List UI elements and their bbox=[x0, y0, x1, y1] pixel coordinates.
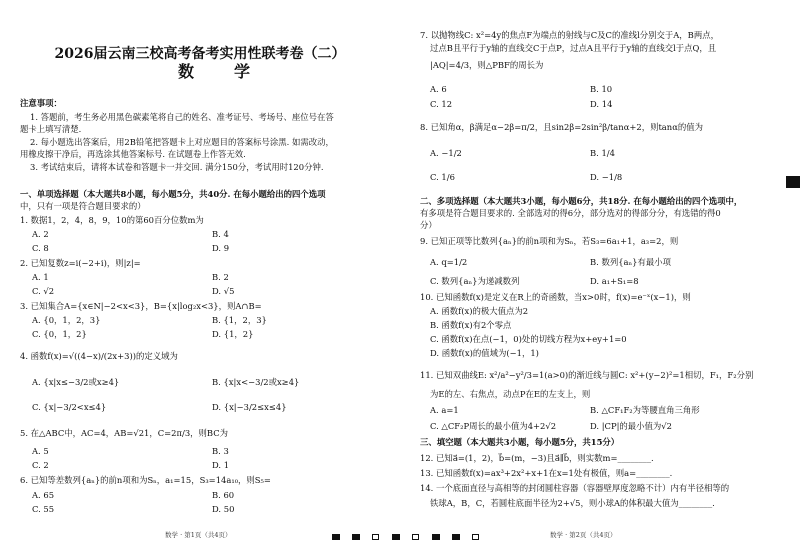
option: A. q=1/2 bbox=[430, 257, 468, 267]
section-heading-fill-blank: 三、填空题（本大题共3小题，每小题5分，共15分） bbox=[420, 437, 620, 447]
option: B. 2 bbox=[212, 272, 229, 282]
option: B. {1，2，3} bbox=[212, 315, 267, 325]
option: B. 函数f(x)有2个零点 bbox=[430, 320, 512, 330]
edge-marker bbox=[786, 176, 800, 188]
option: C. 55 bbox=[32, 504, 55, 514]
question-3: 3. 已知集合A={x∈N|−2<x<3}，B={x|log₂x<3}，则A∩B= bbox=[20, 301, 262, 311]
question-4: 4. 函数f(x)=√((4−x)/(2x+3))的定义域为 bbox=[20, 351, 178, 361]
print-mark bbox=[412, 534, 419, 540]
print-mark bbox=[352, 534, 360, 540]
subject-heading: 数 学 bbox=[178, 62, 263, 81]
option: C. 1/6 bbox=[430, 172, 455, 182]
note-line: 2. 每小题选出答案后，用2B铅笔把答题卡上对应题目的答案标号涂黑. 如需改动， bbox=[30, 137, 334, 147]
option: B. 60 bbox=[212, 490, 235, 500]
question-11: 11. 已知双曲线E: x²/a²−y²/3=1(a>0)的渐近线与圆C: x²+(y−2)²=1相切，F₁，F₂分别 bbox=[420, 370, 754, 380]
option: C. △CF₂P周长的最小值为4+2√2 bbox=[430, 421, 557, 431]
option: B. 3 bbox=[212, 446, 229, 456]
option: D. 14 bbox=[590, 99, 613, 109]
option: B. {x|x<−3/2或x≥4} bbox=[212, 377, 300, 387]
question-7-cont: |AQ|=4/3，则△PBF的周长为 bbox=[430, 60, 544, 70]
question-7-cont: 过点B且平行于y轴的直线交C于点P，过点A且平行于y轴的直线交l于点Q，且 bbox=[430, 43, 717, 53]
option: D. −1/8 bbox=[590, 172, 623, 182]
option: B. △CF₁F₂为等腰直角三角形 bbox=[590, 405, 700, 415]
option: A. 1 bbox=[32, 272, 49, 282]
option: A. a=1 bbox=[430, 405, 459, 415]
question-14: 14. 一个底面直径与高相等的封闭圆柱容器（容器壁厚度忽略不计）内有半径相等的 bbox=[420, 483, 730, 493]
notes-heading: 注意事项： bbox=[20, 98, 62, 108]
option: D. {1，2} bbox=[212, 329, 254, 339]
option: A. 65 bbox=[32, 490, 55, 500]
option: C. 数列{aₙ}为递减数列 bbox=[430, 276, 520, 286]
question-5: 5. 在△ABC中，AC=4，AB=√21，C=2π/3，则BC为 bbox=[20, 428, 229, 438]
option: A. 2 bbox=[32, 229, 49, 239]
option: A. 5 bbox=[32, 446, 49, 456]
question-13: 13. 已知函数f(x)=ax³+2x²+x+1在x=1处有极值，则a=________. bbox=[420, 468, 673, 478]
question-9: 9. 已知正项等比数列{aₙ}的前n项和为Sₙ，若S₃=6a₁+1，a₃=2，则 bbox=[420, 236, 679, 246]
question-10: 10. 已知函数f(x)是定义在R上的奇函数，当x>0时，f(x)=e⁻ˣ(x−1)，则 bbox=[420, 292, 691, 302]
option: B. 10 bbox=[590, 84, 613, 94]
option: C. 12 bbox=[430, 99, 453, 109]
question-6: 6. 已知等差数列{aₙ}的前n项和为Sₙ，a₁=15，S₃=14a₁₀，则S₅= bbox=[20, 475, 271, 485]
question-1: 1. 数据1，2，4，8，9，10的第60百分位数m为 bbox=[20, 215, 204, 225]
option: B. 4 bbox=[212, 229, 229, 239]
option: A. {0，1，2，3} bbox=[32, 315, 101, 325]
print-mark bbox=[372, 534, 379, 540]
page-footer-left: 数学 · 第1页（共4页） bbox=[165, 531, 232, 539]
note-line: 题卡上填写清楚. bbox=[20, 124, 82, 134]
option: D. {x|−3/2≤x≤4} bbox=[212, 402, 287, 412]
question-7: 7. 以抛物线C: x²=4y的焦点F为端点的射线与C及C的准线l分别交于A，B两点， bbox=[420, 30, 719, 40]
note-line: 3. 考试结束后，请将本试卷和答题卡一并交回. 满分150分，考试用时120分钟. bbox=[30, 162, 324, 172]
option: C. 函数f(x)在点(−1，0)处的切线方程为x+ey+1=0 bbox=[430, 334, 627, 344]
section-heading-cont: 分） bbox=[420, 220, 437, 230]
option: B. 数列{aₙ}有最小项 bbox=[590, 257, 672, 267]
section-heading-single-choice: 一、单项选择题（本大题共8小题，每小题5分，共40分. 在每小题给出的四个选项 bbox=[20, 189, 326, 199]
option: A. {x|x≤−3/2或x≥4} bbox=[32, 377, 120, 387]
page-footer-right: 数学 · 第2页（共4页） bbox=[550, 531, 617, 539]
option: D. 1 bbox=[212, 460, 230, 470]
print-mark bbox=[432, 534, 440, 540]
question-2: 2. 已知复数z=i(−2+i)，则|z|= bbox=[20, 258, 141, 268]
option: D. 50 bbox=[212, 504, 235, 514]
option: D. 函数f(x)的值域为(−1，1) bbox=[430, 348, 539, 358]
note-line: 用橡皮擦干净后，再选涂其他答案标号. 在试题卷上作答无效. bbox=[20, 149, 246, 159]
note-line: 1. 答题前，考生务必用黑色碳素笔将自己的姓名、准考证号、考场号、座位号在答 bbox=[30, 112, 334, 122]
exam-page-right bbox=[400, 0, 800, 550]
option: C. 2 bbox=[32, 460, 49, 470]
option: A. 函数f(x)的极大值点为2 bbox=[430, 306, 529, 316]
section-heading-cont: 中，只有一项是符合题目要求的） bbox=[20, 201, 146, 211]
option: D. a₁+S₁=8 bbox=[590, 276, 639, 286]
option: A. 6 bbox=[430, 84, 447, 94]
print-mark bbox=[472, 534, 479, 540]
question-8: 8. 已知角α，β满足α−2β=π/2，且sin2β=2sin²β/tanα+2，则tanα的值为 bbox=[420, 122, 703, 132]
print-mark bbox=[452, 534, 460, 540]
option: A. −1/2 bbox=[430, 148, 462, 158]
option: D. √5 bbox=[212, 286, 235, 296]
question-11-cont: 为E的左、右焦点，动点P在E的左支上，则 bbox=[430, 389, 591, 399]
option: D. |CP|的最小值为√2 bbox=[590, 421, 672, 431]
option: C. 8 bbox=[32, 243, 49, 253]
section-heading-multi-choice: 二、多项选择题（本大题共3小题，每小题6分，共18分. 在每小题给出的四个选项中， bbox=[420, 196, 743, 206]
exam-title: 2026届云南三校高考备考实用性联考卷（二） bbox=[54, 46, 346, 62]
question-14-cont: 铁球A，B，C，若圆柱底面半径为2+√5，则小球A的体积最大值为________. bbox=[430, 498, 715, 508]
question-12: 12. 已知a⃗=(1，2)，b⃗=(m，−3)且a⃗∥b⃗，则实数m=________. bbox=[420, 453, 654, 463]
option: C. {0，1，2} bbox=[32, 329, 87, 339]
option: B. 1/4 bbox=[590, 148, 615, 158]
option: C. √2 bbox=[32, 286, 55, 296]
section-heading-cont: 有多项是符合题目要求的. 全部选对的得6分，部分选对的得部分分，有选错的得0 bbox=[420, 208, 721, 218]
option: D. 9 bbox=[212, 243, 230, 253]
print-mark bbox=[332, 534, 340, 540]
print-mark bbox=[392, 534, 400, 540]
option: C. {x|−3/2<x≤4} bbox=[32, 402, 107, 412]
